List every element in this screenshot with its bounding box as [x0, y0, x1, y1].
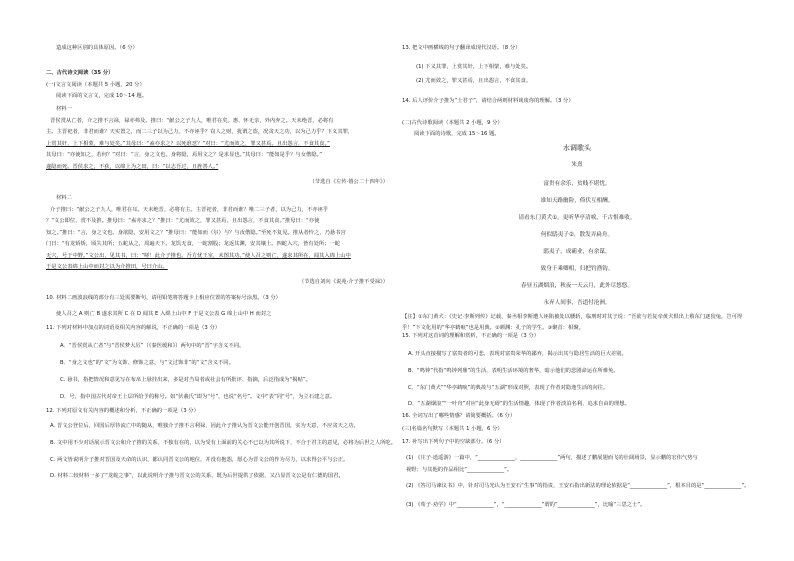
text-line: 13. 把文中画横线的句子翻译成现代汉语。（8 分）	[402, 45, 521, 51]
text-line: (2) 尤而效之，罪又甚焉，且出怨言，不食其食。	[416, 78, 532, 84]
poem-line: 春昼五湖烟浪，秋夜一天云月，此外尽悠悠。	[521, 283, 633, 289]
text-line: 材料二	[56, 195, 72, 201]
text-line: 知之。”推曰：“言，身之文也。身欲隐，安用文之？”推母曰：“能如而（尔）与？与汝偕隐。”至死不复见。推从者怜之，乃悬书宫	[46, 230, 346, 236]
text-line: 阅读下面的诗歌，完成 15～16 题。	[414, 131, 500, 137]
text-line: 阅读下面的文言文，完成 10～14 题。	[56, 93, 148, 99]
text-line: (二)古代诗歌阅读（本题共 2 小题，9 分）	[402, 120, 503, 126]
text-line: 上赏其奸，上下相蒙，难与处矣。”其母曰：“盍亦求之？以死谁怼？”对曰：“尤而效之，罪又甚焉。且出怨言，不食其食。”	[46, 141, 330, 147]
poem-line: 鸱夷子，成霸业，有余谋。	[543, 249, 611, 255]
poem-author: 朱熹	[571, 162, 583, 168]
poem-line: 谁知天路幽险，倚伏互相酬。	[540, 198, 614, 204]
text-line: 门曰：“有龙矫矫，顷失其所；五蛇从之，周遍天下。龙饥无食，一蛇割股；龙返其渊，安其壤土。四蛇入穴，皆有处所；一蛇	[46, 241, 341, 247]
text-line: (3) 《荀子·劝学》中“______________”，“______________”谓的“______________”，比喻“三思之士”。	[406, 502, 646, 508]
poem-title: 水调歌头	[563, 144, 591, 152]
text-line: C. 两文皆说明介子推对晋国及天命的认识，都认同晋文公的地位，并没有抱怨，愿心为晋文公的作为尽力，以求得公平与公正。	[50, 457, 349, 463]
text-line: 视野；与其他的作品相比“______________”。	[406, 467, 513, 473]
text-line: 15. 下列对这首词的理解和赏析，不正确的一项是（3 分）	[402, 333, 539, 339]
text-line: 主。主晋祀者，非君而谁？天实置之，而二三子以为己力，不亦诬乎？窃人之财，犹谓之盗，况贪天之功，以为己力乎？下义其罪，	[46, 129, 354, 135]
poem-line: 永弃人间事，吾道付沧洲。	[543, 300, 611, 306]
text-line: 其母曰：“亦使知之，若何？”对曰：“言，身之文也。身将隐，焉用文之？是求显也。”其母曰：“能如是乎？与女偕隐。”	[46, 152, 323, 158]
text-line: A．“晋侯赏从亡者”与“晋侯梦大厉”（《秦医缓和》）两句中的“晋”字含义不同。	[60, 343, 245, 349]
text-line: B．“身之文也”的“文”为文饰、修饰之意，与“文过饰非”的“文”含义不同。	[60, 360, 234, 366]
source-citation: （节选自刘向《说苑·介子推不受禄》）	[298, 279, 388, 285]
text-line: 10. 材料二画波浪线的部分有三处需要断句，请用铅笔将答题卡上相应位置的答案标号涂黑。（3 分）	[46, 295, 281, 301]
text-line: (1) 《庄子·逍遥游》一篇中，“______________，______________”两句，描述了鹏展翅而飞的壮阔场景，显示鹏的宏伟气势与	[406, 455, 698, 461]
text-line: 12. 下列对原文有关内容的概述和分析，不正确的一项是（3 分）	[46, 408, 199, 414]
poem-line: 富贵有余乐，贫贱不堪忧。	[543, 181, 611, 187]
text-line: D．“五湖烟浪”“一叶舟”对应“此身无碍”的生活情趣，体现了作者淡泊名利、追求自由的理想。	[408, 401, 630, 407]
text-line: 使人召之 A 则亡 B 遂求其所 C 在 D 闻其 E 入绵上山中 F 于是文公表 G 绵上山中 H 而封之	[56, 311, 272, 317]
text-line: D．号，指中国古代对帝王上层所给予的称号。如“伏羲氏”即为“号”，也说“名号”。文中“表”同“号”，为立石建之意。	[60, 394, 336, 400]
source-citation: （节选自《左传·僖公二十四年》）	[309, 179, 388, 185]
text-line: B．“鸣钟”代指“鸣钟列鼎”的生活，表明生活环境的奢华，暗示他们的悲剧命运在所难免。	[408, 368, 619, 374]
text-line: 无穴，号于中野。”文公出，见其书，曰：“嗟！此介子推也。吾方忧王室，未图其功。”使人召之则亡，遂求其所在，闻其入绵上山中	[46, 253, 351, 259]
text-line: A. 晋文公登位后，回国后厚待流亡中的随从，唯独介子推不言利禄，因此介子推认为晋文公能开创晋国，实为天意，不应贪天之功。	[50, 423, 359, 429]
text-line: 晋侯赏从亡者，介之推不言禄，禄亦弗及。推曰：“献公之子九人，唯君在矣。惠、怀无亲，外内弃之。天未绝晋，必将有	[50, 118, 334, 124]
text-line: 造成这种区别的具体原因。（6 分）	[56, 45, 138, 51]
text-line: 16. 全词写出了哪些情感？请简要概括。（6 分）	[402, 413, 516, 419]
text-line: (三)名篇名句默写（本题共 1 小题，6 分）	[402, 426, 503, 432]
text-line: 遂隐而死。晋侯求之，不获，以绵上为之田，曰：“以志吾过，且旌善人。”	[46, 164, 219, 170]
text-line: 【注】①东门黄犬：《史记·李斯列传》记载，秦丞相李斯遭人诬陷被处以腰斩，临刑时对其子说：“吾欲与若复牵黄犬俱出上蔡东门逐狡兔，岂可得乎！”下文化用的“华亭鹤唳”也是用典。②颜渊：孔子的学生。③聚首：相聚。	[402, 314, 743, 331]
text-line: (一)文言文阅读（本题共 5 小题，20 分）	[46, 82, 145, 88]
text-line: 材料一	[56, 106, 72, 112]
text-line: ？”文公即位，赏不及推。推母曰：“盍亦求之？”推曰：“尤而效之，罪又甚焉，且出怨言，不食其食。”推母曰：“亦使	[46, 218, 320, 224]
text-line: D. 材料二较材料一多了“龙蛇之事”，以此说明介子推与晋文公的关系，既为后世提供了依据，又凸显晋文公是有仁德的国君。	[50, 473, 344, 479]
poem-line: 何似鸱夷子②，散发弄扁舟。	[540, 232, 614, 238]
text-line: 11. 下列对材料中加点的词语及相关内容的解说，不正确的一项是（3 分）	[46, 325, 221, 331]
text-line: C．“东门黄犬”“华亭鹤唳”的典故与“五湖”形成对照，表现了作者对隐逸生活的向往。	[408, 385, 609, 391]
poem-line: 致身千乘卿相，归把钓渔钩。	[540, 266, 614, 272]
text-line: 介子推曰：“献公之子九人，唯君在耳。天未绝晋，必将有主。主晋祀者，非君而谁？唯二三子者，以为己力，不亦诬乎	[50, 207, 329, 213]
text-line: 于是文公表绵上山中而封之以为介推田，号曰介山。	[46, 264, 168, 270]
poem-line: 请看东门黄犬①，更听华亭清唳，千古恨难收。	[518, 215, 636, 221]
text-line: B. 文中用不少对话展示晋文公和介子推的关系，不独有在的，以为受有上面前的关心不已以为其所说下，不合于君主的意见，必将为后世之人所吃。	[50, 440, 397, 446]
text-line: 二、古代诗文阅读（35 分）	[46, 70, 114, 76]
text-line: (2) 《答司马谏议书》中，针对司马光认为王安石“生事”的指责，王安石指出新法的理论依据是“______________”，根本目的是“______________”。	[406, 483, 750, 489]
text-line: (1) 下义其罪，上赏其奸，上下相蒙，难与处矣。	[416, 64, 532, 70]
text-line: A. 开头直接描写了富贵者的可悲，表现对富贵荣华的鄙弃，揭示出其与隐居生活的巨大差别。	[408, 351, 627, 357]
text-line: 17. 补写出下列句子中的空缺部分。（6 分）	[402, 439, 505, 445]
text-line: C. 悬书，指把情况和意见写在布帛上悬挂出来，多是对当局者或社会有所批评、指摘，后泛指成为“揭帖”。	[60, 377, 311, 383]
text-line: 14. 后人评价介子推为“士君子”，请结合两则材料谈谈你的理解。（3 分）	[402, 98, 574, 104]
